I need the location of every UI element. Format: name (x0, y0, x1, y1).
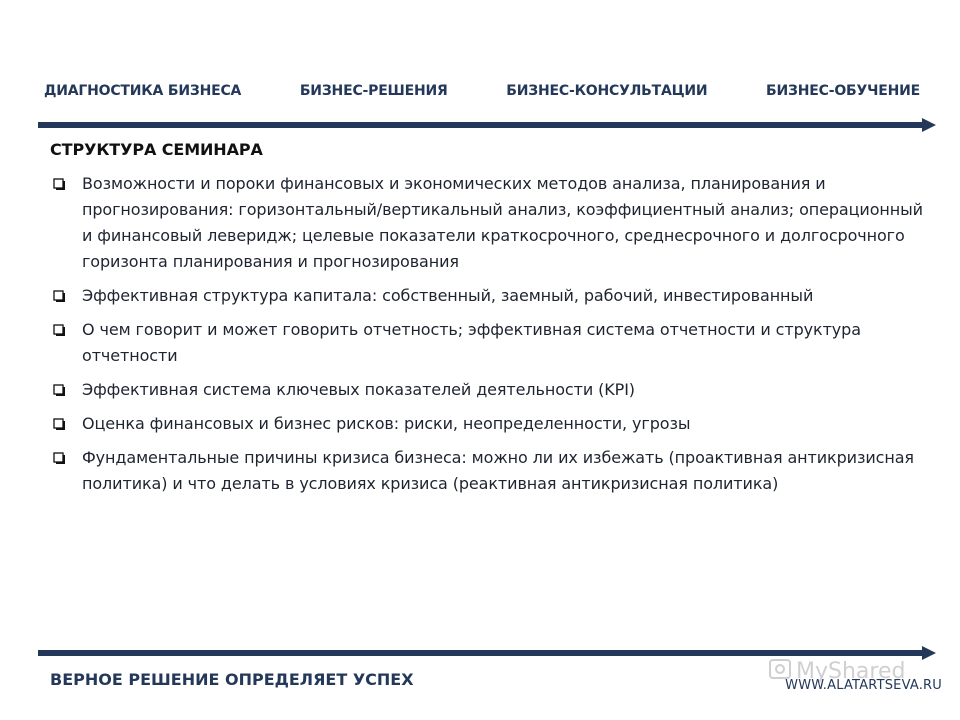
section-title: СТРУКТУРА СЕМИНАРА (50, 140, 263, 159)
nav-item-consulting[interactable]: БИЗНЕС-КОНСУЛЬТАЦИИ (506, 83, 708, 99)
list-item (50, 377, 930, 403)
list-item-text: Оценка финансовых и бизнес рисков: риски, неопределенности, угрозы (82, 414, 691, 433)
nav-item-training[interactable]: БИЗНЕС-ОБУЧЕНИЕ (766, 83, 920, 99)
top-arrow-divider-icon (38, 118, 936, 132)
list-item (50, 445, 930, 497)
nav-item-solutions[interactable]: БИЗНЕС-РЕШЕНИЯ (299, 83, 448, 99)
list-item (50, 283, 930, 309)
list-item-text: Возможности и пороки финансовых и экономических методов анализа, планирования и прогнозирования: горизонтальный/вертикальный анализ, коэффициентный анализ; операционный и финансовый леверидж; целевые показатели краткосрочного, среднесрочного и долгосрочного горизонта планирования и прогнозирования (82, 174, 923, 271)
seminar-topics-list (50, 171, 930, 497)
list-item-text: Фундаментальные причины кризиса бизнеса: можно ли их избежать (проактивная антикризисная политика) и что делать в условиях кризиса (реактивная антикризисная политика) (82, 448, 914, 493)
list-item (50, 411, 930, 437)
nav-item-diagnostics[interactable]: ДИАГНОСТИКА БИЗНЕСА (44, 83, 242, 99)
checkbox-icon (53, 178, 66, 191)
top-navigation (44, 80, 920, 102)
list-item (50, 317, 930, 369)
checkbox-icon (53, 324, 66, 337)
watermark-text: MyShared (796, 659, 906, 684)
list-item (50, 171, 930, 275)
list-item-text: О чем говорит и может говорить отчетность; эффективная система отчетности и структура отчетности (82, 320, 861, 365)
list-item-text: Эффективная система ключевых показателей деятельности (KPI) (82, 380, 635, 399)
checkbox-icon (53, 418, 66, 431)
seminar-structure-section (50, 140, 930, 505)
checkbox-icon (53, 452, 66, 465)
checkbox-icon (53, 384, 66, 397)
list-item-text: Эффективная структура капитала: собственный, заемный, рабочий, инвестированный (82, 286, 814, 305)
footer-slogan: ВЕРНОЕ РЕШЕНИЕ ОПРЕДЕЛЯЕТ УСПЕХ (50, 670, 414, 689)
footer-website-link[interactable]: WWW.ALATARTSEVA.RU (785, 678, 942, 693)
checkbox-icon (53, 290, 66, 303)
